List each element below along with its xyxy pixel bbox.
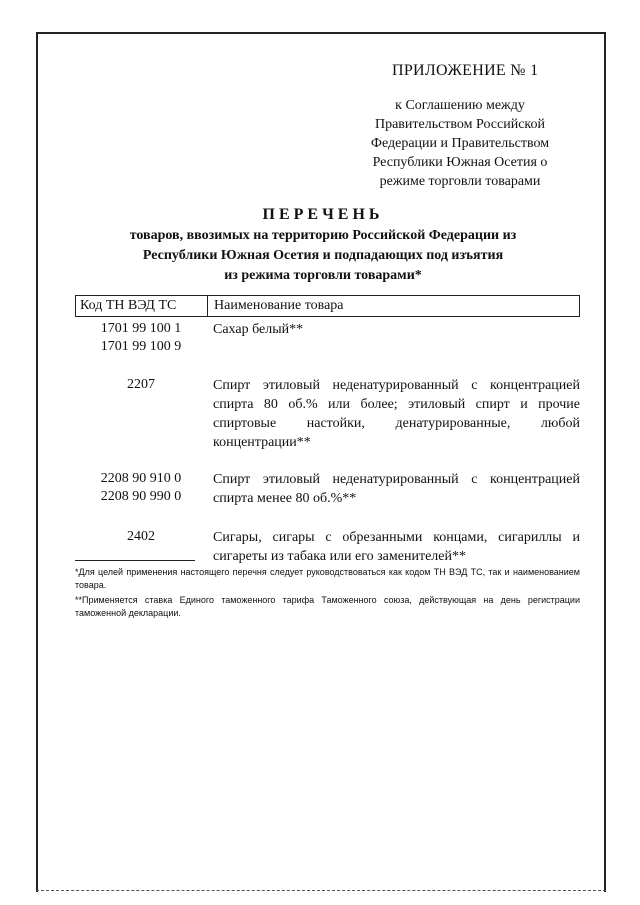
tnved-code: 1701 99 100 9 [100, 339, 182, 354]
tnved-code: 2207 [127, 377, 155, 392]
code-cell [75, 320, 207, 356]
subtitle-line: из режима торговли товарами* [224, 268, 422, 283]
goods-table [75, 295, 580, 566]
agreement-line: Правительством Российской [374, 117, 546, 132]
table-row [75, 470, 580, 508]
table-row [75, 376, 580, 452]
page-border-bottom [36, 890, 606, 891]
goods-name: Сигары, сигары с обрезанными концами, сигариллы и сигареты из табака или его заменителей** [213, 530, 580, 564]
agreement-line: к Соглашению между [395, 98, 525, 113]
goods-name: Спирт этиловый неденатурированный с концентрацией спирта менее 80 об.%** [213, 472, 580, 506]
subtitle-line: Республики Южная Осетия и подпадающих под изъятия [142, 248, 504, 263]
footnote: **Применяется ставка Единого таможенного тарифа Таможенного союза, действующая на день регистрации таможенной декларации. [75, 595, 580, 618]
code-cell [75, 470, 207, 508]
document-subtitle [40, 226, 606, 286]
header-name: Наименование товара [214, 298, 344, 313]
agreement-line: Федерации и Правительством [370, 136, 550, 151]
appendix-title: ПРИЛОЖЕНИЕ № 1 [392, 62, 539, 79]
subtitle-line: товаров, ввозимых на территорию Российской Федерации из [129, 228, 517, 243]
agreement-line: Республики Южная Осетия о [372, 155, 548, 170]
document-title: ПЕРЕЧЕНЬ [262, 206, 384, 223]
table-header [75, 295, 580, 317]
footnote: *Для целей применения настоящего перечня следует руководствоваться как кодом ТН ВЭД ТС, так и наименованием товара. [75, 567, 580, 590]
goods-name: Сахар белый** [213, 322, 304, 337]
goods-name: Спирт этиловый неденатурированный с концентрацией спирта 80 об.% или более; этиловый спирт и прочие спиртовые настойки, денатурированные, любой концентрации** [213, 378, 580, 450]
table-row [75, 320, 580, 356]
footnote-separator [75, 560, 195, 561]
tnved-code: 2208 90 990 0 [100, 489, 182, 504]
agreement-line: режиме торговли товарами [379, 174, 541, 189]
code-cell [75, 376, 207, 452]
tnved-code: 2402 [127, 529, 155, 544]
footnotes [75, 566, 580, 622]
header-code: Код ТН ВЭД ТС [76, 296, 208, 316]
agreement-reference [340, 96, 580, 191]
tnved-code: 1701 99 100 1 [100, 321, 182, 336]
tnved-code: 2208 90 910 0 [100, 471, 182, 486]
